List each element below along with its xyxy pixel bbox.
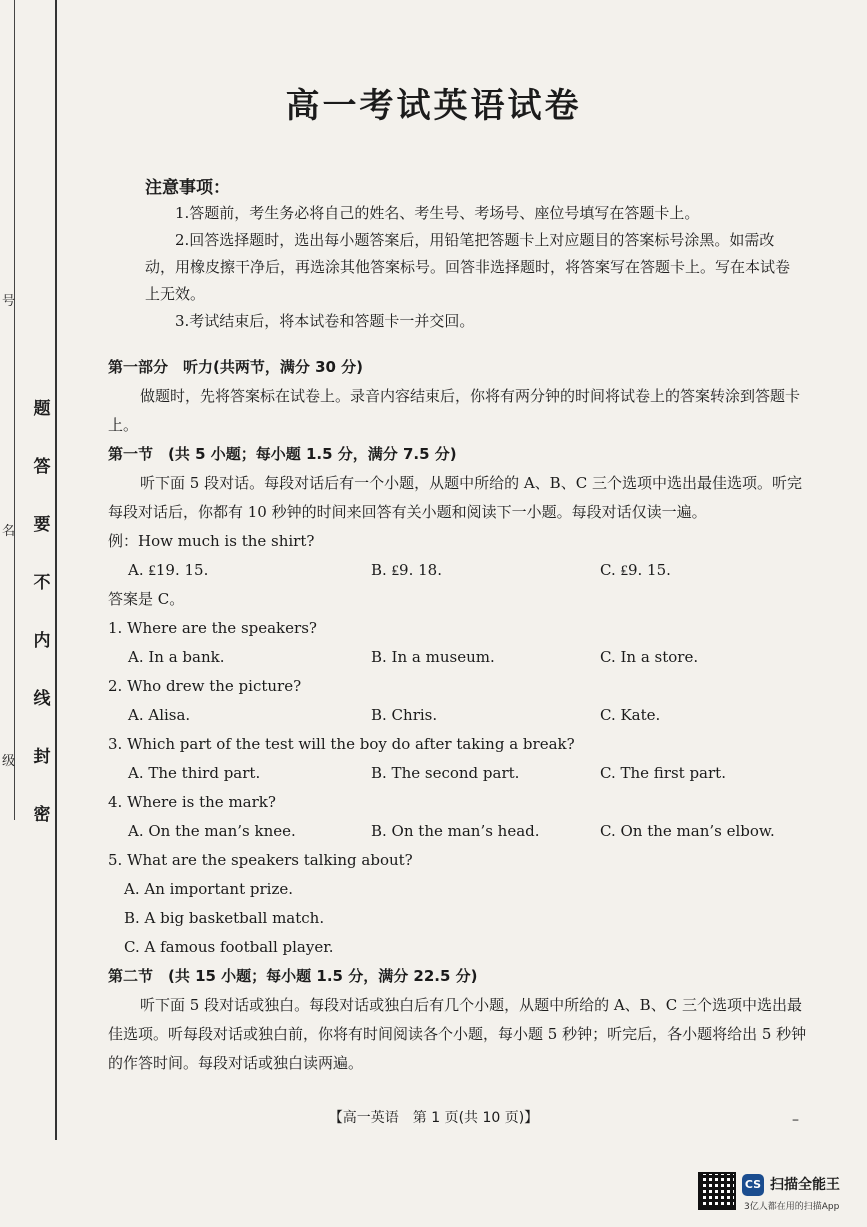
option-b: B. ₤9. 18. (371, 561, 442, 579)
binding-warning (30, 380, 54, 844)
binding-char: 题 (33, 399, 51, 419)
question-options (108, 701, 808, 730)
question-options (108, 817, 808, 846)
note-item: 2.回答选择题时，选出每小题答案后，用铅笔把答题卡上对应题目的答案标号涂黑。如需改动，用橡皮擦干净后，再选涂其他答案标号。回答非选择题时，将答案写在答题卡上。写在本试卷上无效。 (145, 231, 791, 303)
binding-margin (0, 0, 60, 1227)
page-footer: 【高一英语 第 1 页(共 10 页)】 (328, 1110, 539, 1126)
notes (145, 200, 795, 335)
margin-mark-class: 级 (2, 754, 16, 769)
question-2: 2. Who drew the picture? (108, 677, 302, 695)
question-3: 3. Which part of the test will the boy do after taking a break? (108, 735, 575, 753)
option-a: A. On the man’s knee. (128, 822, 296, 840)
option-c: C. The first part. (600, 764, 726, 782)
part1-instruction: 做题时，先将答案标在试卷上。录音内容结束后，你将有两分钟的时间将试卷上的答案转涂到答题卡上。 (108, 387, 801, 434)
option-b: B. The second part. (371, 764, 520, 782)
option-c: C. Kate. (600, 706, 661, 724)
example-answer: 答案是 C。 (108, 590, 185, 608)
qr-code-icon (698, 1172, 736, 1210)
scanner-tagline: 3亿人都在用的扫描App (744, 1202, 840, 1212)
note-item: 3.考试结束后，将本试卷和答题卡一并交回。 (175, 312, 475, 330)
section2-heading: 第二节 (共 15 小题；每小题 1.5 分，满分 22.5 分) (108, 967, 478, 985)
binding-char: 要 (33, 515, 51, 535)
option-c: C. On the man’s elbow. (600, 822, 775, 840)
option-c: C. ₤9. 15. (600, 561, 671, 579)
option-c: C. A famous football player. (124, 938, 334, 956)
binding-char: 内 (33, 631, 51, 651)
option-a: A. ₤19. 15. (128, 561, 209, 579)
note-item: 1.答题前，考生务必将自己的姓名、考生号、考场号、座位号填写在答题卡上。 (175, 204, 700, 222)
question-5: 5. What are the speakers talking about? (108, 851, 413, 869)
option-a: A. Alisa. (128, 706, 191, 724)
example-options (108, 556, 808, 585)
example-question: 例：How much is the shirt? (108, 532, 315, 550)
option-a: A. The third part. (128, 764, 261, 782)
option-b: B. A big basketball match. (124, 909, 325, 927)
notes-heading: 注意事项： (145, 178, 230, 198)
margin-mark-name: 名 (2, 524, 16, 539)
section2-instruction: 听下面 5 段对话或独白。每段对话或独白后有几个小题，从题中所给的 A、B、C 三个选项中选出最佳选项。听每段对话或独白前，你将有时间阅读各个小题，每小题 5 秒钟；听完后，各小题将给出 5 秒钟的作答时间。每段对话或独白读两遍。 (108, 996, 807, 1072)
option-b: B. In a museum. (371, 648, 495, 666)
exam-title: 高一考试英语试卷 (285, 86, 582, 126)
option-c: C. In a store. (600, 648, 699, 666)
section1-instruction: 听下面 5 段对话。每段对话后有一个小题，从题中所给的 A、B、C 三个选项中选出最佳选项。听完每段对话后，你都有 10 秒钟的时间来回答有关小题和阅读下一小题。每段对话仅读一遍。 (108, 474, 802, 521)
margin-mark-number: 号 (2, 294, 16, 309)
option-b: B. On the man’s head. (371, 822, 540, 840)
part1-heading: 第一部分 听力(共两节，满分 30 分) (108, 358, 364, 376)
binding-char: 不 (33, 573, 51, 593)
question-4: 4. Where is the mark? (108, 793, 276, 811)
option-a: A. An important prize. (124, 880, 293, 898)
option-a: A. In a bank. (128, 648, 225, 666)
option-b: B. Chris. (371, 706, 438, 724)
question-options (108, 759, 808, 788)
exam-body (108, 353, 808, 1078)
binding-char: 封 (33, 747, 51, 767)
section1-heading: 第一节 (共 5 小题；每小题 1.5 分，满分 7.5 分) (108, 445, 457, 463)
camscanner-logo: CS (742, 1174, 764, 1196)
scanner-app-name: 扫描全能王 (770, 1177, 840, 1193)
binding-char: 线 (33, 689, 51, 709)
question-1: 1. Where are the speakers? (108, 619, 317, 637)
footer-dash: – (792, 1112, 799, 1128)
question-options (108, 643, 808, 672)
binding-char: 密 (33, 805, 51, 825)
binding-char: 答 (33, 457, 51, 477)
binding-line (55, 0, 57, 1140)
